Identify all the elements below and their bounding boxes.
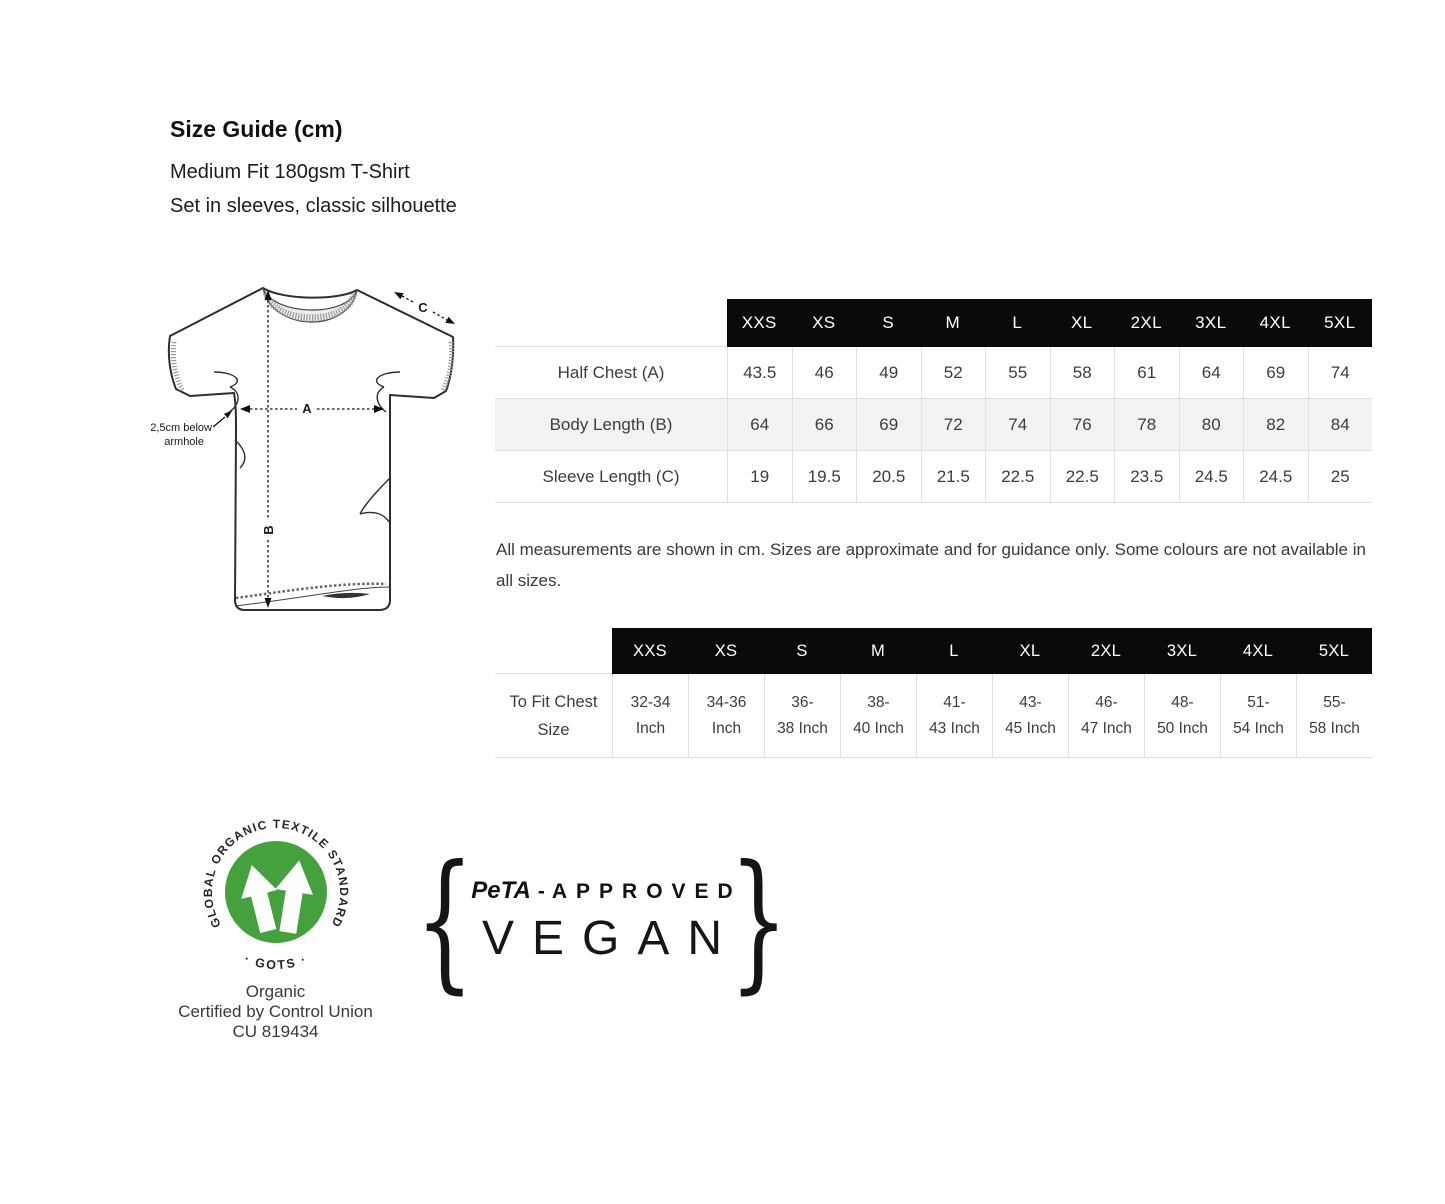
body-length-value: 76 [1050, 399, 1115, 451]
fit-col-5xl: 5XL [1296, 628, 1372, 674]
fit-value [1296, 674, 1372, 758]
gots-caption-line1: Organic [245, 982, 306, 1001]
size-col-2xl: 2XL [1114, 299, 1179, 347]
body-length-value: 82 [1243, 399, 1308, 451]
subtitle-sleeves: Set in sleeves, classic silhouette [170, 195, 457, 217]
label-a: A [302, 401, 312, 416]
fit-col-xl: XL [992, 628, 1068, 674]
row-label-body-length: Body Length (B) [495, 399, 727, 451]
fit-table-corner [495, 628, 612, 674]
fit-value [1220, 674, 1296, 758]
fit-value-line2: 58 Inch [1309, 719, 1360, 737]
sleeve-length-value: 19 [727, 451, 792, 503]
left-brace-icon: { [415, 834, 475, 1008]
row-label-sleeve-length: Sleeve Length (C) [495, 451, 727, 503]
right-brace-icon: } [729, 834, 789, 1008]
row-label-to-fit-chest [495, 674, 612, 758]
header-block [170, 116, 457, 223]
fit-value-line2: 40 Inch [853, 719, 904, 737]
gots-caption-line3: CU 819434 [232, 1022, 319, 1041]
sleeve-length-value: 22.5 [1050, 451, 1115, 503]
half-chest-value: 64 [1179, 347, 1244, 399]
half-chest-value: 69 [1243, 347, 1308, 399]
sleeve-length-value: 19.5 [792, 451, 857, 503]
sleeve-length-value: 22.5 [985, 451, 1050, 503]
size-col-xxs: XXS [727, 299, 792, 347]
fit-value-line1: 32-34 [630, 693, 671, 711]
fit-col-xxs: XXS [612, 628, 688, 674]
body-length-value: 80 [1179, 399, 1244, 451]
fit-value [992, 674, 1068, 758]
fit-col-s: S [764, 628, 840, 674]
half-chest-value: 61 [1114, 347, 1179, 399]
body-length-value: 74 [985, 399, 1050, 451]
peta-separator: - [537, 879, 545, 903]
to-fit-chest-line2: Size [537, 720, 570, 739]
peta-approved-line [467, 876, 742, 905]
page-title: Size Guide (cm) [170, 116, 343, 142]
fit-col-xs: XS [688, 628, 764, 674]
fit-value [840, 674, 916, 758]
gots-logo [161, 802, 391, 974]
sleeve-length-value: 24.5 [1243, 451, 1308, 503]
armhole-leader [213, 411, 232, 427]
size-col-xl: XL [1050, 299, 1115, 347]
fit-value [612, 674, 688, 758]
size-col-m: M [921, 299, 986, 347]
fit-value-line2: 43 Inch [929, 719, 980, 737]
gots-ring-text-top: GLOBAL ORGANIC TEXTILE STANDARD [200, 816, 351, 931]
vegan-text: VEGAN [481, 911, 741, 965]
fit-value-line2: 38 Inch [777, 719, 828, 737]
fit-value [1144, 674, 1220, 758]
fit-value-line1: 38- [867, 693, 890, 711]
fit-value [916, 674, 992, 758]
sleeve-length-value: 24.5 [1179, 451, 1244, 503]
label-c: C [418, 300, 428, 315]
body-length-value: 72 [921, 399, 986, 451]
gots-caption [158, 982, 393, 1042]
fit-table-inch [495, 628, 1372, 758]
fit-value-line1: 51- [1247, 693, 1270, 711]
body-length-value: 66 [792, 399, 857, 451]
fit-value-line2: 45 Inch [1005, 719, 1056, 737]
size-col-l: L [985, 299, 1050, 347]
half-chest-value: 52 [921, 347, 986, 399]
armhole-annotation-line1: 2,5cm below [150, 422, 212, 434]
body-length-value: 78 [1114, 399, 1179, 451]
size-table-corner [495, 299, 727, 347]
sleeve-length-value: 21.5 [921, 451, 986, 503]
half-chest-value: 74 [1308, 347, 1373, 399]
tshirt-diagram [150, 282, 465, 620]
gots-certification [158, 802, 393, 1042]
fit-col-l: L [916, 628, 992, 674]
fit-col-3xl: 3XL [1144, 628, 1220, 674]
body-length-value: 69 [856, 399, 921, 451]
fit-col-2xl: 2XL [1068, 628, 1144, 674]
peta-approved-text: APPROVED [551, 879, 742, 903]
label-b: B [261, 525, 276, 535]
sleeve-length-value: 25 [1308, 451, 1373, 503]
tshirt-outline [169, 288, 453, 610]
fit-value-line1: 46- [1095, 693, 1118, 711]
body-length-value: 64 [727, 399, 792, 451]
fit-value-line2: Inch [711, 719, 742, 737]
fit-value-line2: 54 Inch [1233, 719, 1284, 737]
fit-value [1068, 674, 1144, 758]
size-col-3xl: 3XL [1179, 299, 1244, 347]
half-chest-value: 58 [1050, 347, 1115, 399]
body-length-value: 84 [1308, 399, 1373, 451]
fit-value-line1: 55- [1323, 693, 1346, 711]
fit-value-line1: 41- [943, 693, 966, 711]
fit-value-line1: 34-36 [706, 693, 747, 711]
fit-value-line1: 48- [1171, 693, 1194, 711]
fit-value-line1: 36- [791, 693, 814, 711]
fit-value-line2: Inch [635, 719, 666, 737]
peta-brand: PeTA [471, 876, 531, 904]
size-col-5xl: 5XL [1308, 299, 1373, 347]
fit-value [688, 674, 764, 758]
half-chest-value: 43.5 [727, 347, 792, 399]
sleeve-length-value: 20.5 [856, 451, 921, 503]
measurement-note: All measurements are shown in cm. Sizes are approximate and for guidance only. Some colours are not available in all sizes. [496, 540, 1366, 590]
half-chest-value: 49 [856, 347, 921, 399]
half-chest-value: 55 [985, 347, 1050, 399]
size-col-4xl: 4XL [1243, 299, 1308, 347]
peta-vegan-logo [415, 834, 789, 1008]
fit-col-m: M [840, 628, 916, 674]
sleeve-length-value: 23.5 [1114, 451, 1179, 503]
size-col-s: S [856, 299, 921, 347]
fit-col-4xl: 4XL [1220, 628, 1296, 674]
gots-caption-line2: Certified by Control Union [178, 1002, 373, 1021]
size-table-cm [495, 299, 1372, 503]
half-chest-value: 46 [792, 347, 857, 399]
fit-value-line2: 47 Inch [1081, 719, 1132, 737]
gots-ring-text-bottom: · GOTS · [241, 951, 310, 973]
fit-value-line1: 43- [1019, 693, 1042, 711]
peta-logo-text [467, 876, 742, 966]
size-col-xs: XS [792, 299, 857, 347]
armhole-annotation-line2: armhole [164, 436, 204, 448]
to-fit-chest-line1: To Fit Chest [509, 692, 598, 711]
fit-value [764, 674, 840, 758]
row-label-half-chest: Half Chest (A) [495, 347, 727, 399]
subtitle-fit: Medium Fit 180gsm T-Shirt [170, 161, 410, 183]
fit-value-line2: 50 Inch [1157, 719, 1208, 737]
